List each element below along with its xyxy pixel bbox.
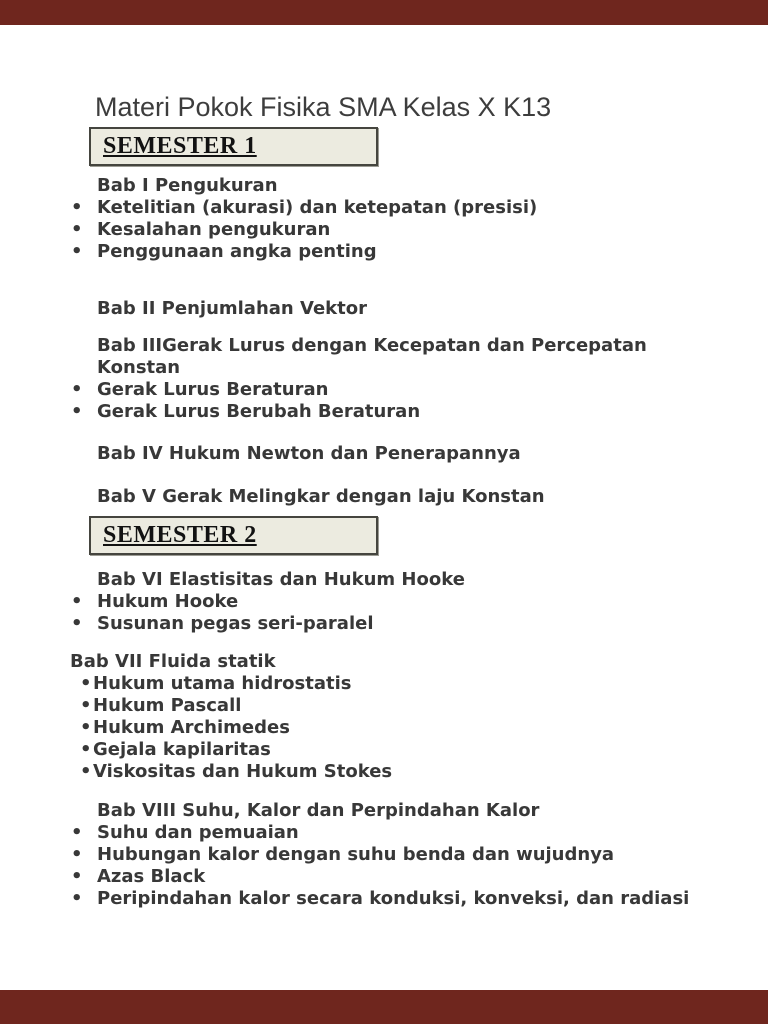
list-item: • Hukum Hooke <box>68 591 697 613</box>
page-title: Materi Pokok Fisika SMA Kelas X K13 <box>95 92 552 122</box>
chapter-items <box>68 591 700 635</box>
top-frame-bar <box>0 0 768 25</box>
list-item: • Viskositas dan Hukum Stokes <box>68 761 693 783</box>
chapter-bab-8 <box>68 800 700 910</box>
list-item: • Susunan pegas seri-paralel <box>68 613 697 635</box>
chapter-title: Bab IIIGerak Lurus dengan Kecepatan dan Percepatan Konstan <box>97 335 647 378</box>
chapter-title: Bab VIII Suhu, Kalor dan Perpindahan Kalor <box>97 800 540 821</box>
list-item: • Peripindahan kalor secara konduksi, konveksi, dan radiasi <box>68 888 697 910</box>
list-item: • Ketelitian (akurasi) dan ketepatan (presisi) <box>68 197 697 219</box>
list-item: • Kesalahan pengukuran <box>68 219 697 241</box>
list-item: • Azas Black <box>68 866 697 888</box>
list-item: • Hukum utama hidrostatis <box>68 673 693 695</box>
list-item: • Gerak Lurus Beraturan <box>68 379 697 401</box>
list-item: • Gejala kapilaritas <box>68 739 693 761</box>
list-item: • Hukum Pascall <box>68 695 693 717</box>
semester-1-label: SEMESTER 1 <box>103 133 257 159</box>
chapter-title: Bab V Gerak Melingkar dengan laju Konstan <box>97 486 545 507</box>
semester-2-label: SEMESTER 2 <box>103 522 257 548</box>
chapter-bab-1 <box>68 175 700 263</box>
chapter-title: Bab II Penjumlahan Vektor <box>97 298 367 319</box>
semester-1-header <box>89 127 378 166</box>
chapter-bab-2 <box>68 298 700 320</box>
chapter-items <box>68 379 700 423</box>
chapter-bab-6 <box>68 569 700 635</box>
chapter-items <box>68 822 700 910</box>
list-item: • Gerak Lurus Berubah Beraturan <box>68 401 697 423</box>
bottom-frame-bar <box>0 990 768 1024</box>
chapter-items <box>68 197 700 263</box>
list-item: • Penggunaan angka penting <box>68 241 697 263</box>
chapter-bab-7 <box>68 651 700 783</box>
list-item: • Suhu dan pemuaian <box>68 822 697 844</box>
document-content <box>68 94 700 910</box>
chapter-title: Bab VI Elastisitas dan Hukum Hooke <box>97 569 465 590</box>
chapter-title: Bab I Pengukuran <box>97 175 278 196</box>
chapter-items <box>68 673 700 783</box>
chapter-bab-4 <box>68 443 700 465</box>
chapter-title: Bab IV Hukum Newton dan Penerapannya <box>97 443 521 464</box>
list-item: • Hukum Archimedes <box>68 717 693 739</box>
chapter-bab-5 <box>68 486 700 508</box>
chapter-bab-3 <box>68 335 700 423</box>
chapter-title: Bab VII Fluida statik <box>70 651 276 672</box>
semester-2-header <box>89 516 378 555</box>
list-item: • Hubungan kalor dengan suhu benda dan wujudnya <box>68 844 697 866</box>
